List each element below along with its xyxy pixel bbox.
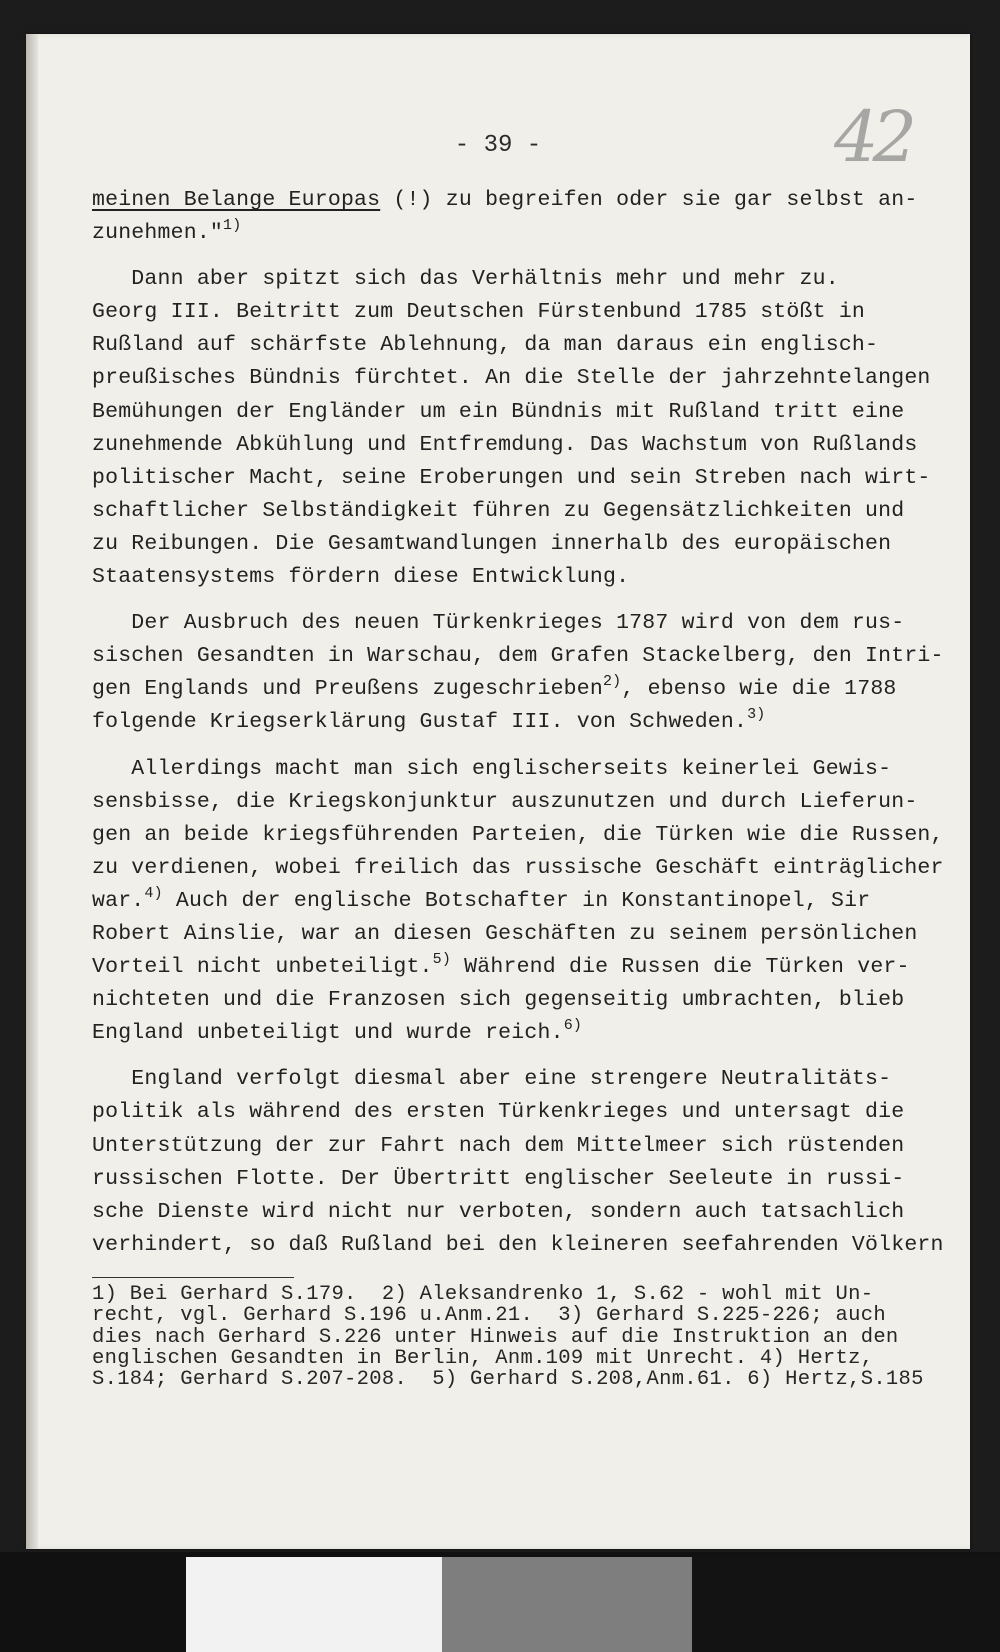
text-line	[92, 429, 968, 462]
text-line	[92, 918, 968, 951]
text-line	[92, 706, 968, 739]
text-line	[92, 786, 968, 819]
text-segment: zunehmen."	[92, 221, 224, 246]
text-line	[92, 329, 968, 362]
text-segment: Allerdings macht man sich englischerseits keinerlei Gewis-	[92, 756, 892, 781]
archive-handwritten-number: 42	[834, 96, 912, 178]
text-line	[92, 263, 968, 296]
footnote-line: englischen Gesandten in Berlin, Anm.109 mit Unrecht. 4) Hertz,	[92, 1346, 874, 1370]
text-line	[92, 951, 968, 984]
text-line	[92, 1130, 968, 1163]
text-line	[92, 607, 968, 640]
text-segment: zunehmende Abkühlung und Entfremdung. Das Wachstum von Rußlands	[92, 432, 918, 457]
text-segment: war.	[92, 888, 145, 913]
text-line	[92, 396, 968, 429]
text-segment: gen Englands und Preußens zugeschrieben	[92, 677, 603, 702]
text-line	[92, 753, 968, 786]
text-segment: sche Dienste wird nicht nur verboten, sondern auch tatsachlich	[92, 1199, 905, 1224]
text-line	[92, 819, 968, 852]
text-line	[92, 495, 968, 528]
footnote-reference: 2)	[602, 673, 622, 691]
footnote-line: recht, vgl. Gerhard S.196 u.Anm.21. 3) Gerhard S.225-226; auch	[92, 1304, 886, 1328]
paragraph-gap	[92, 1050, 968, 1063]
text-line	[92, 885, 968, 918]
text-line	[92, 217, 968, 250]
footnote-reference: 3)	[747, 706, 766, 724]
text-segment: zu Reibungen. Die Gesamtwandlungen innerhalb des europäischen	[92, 531, 892, 556]
text-segment: sensbisse, die Kriegskonjunktur auszunutzen und durch Lieferun-	[92, 789, 918, 814]
text-segment: Rußland auf schärfste Ablehnung, da man daraus ein englisch-	[92, 333, 879, 358]
text-segment: , ebenso wie die 1788	[621, 677, 897, 702]
text-segment: Georg III. Beitritt zum Deutschen Fürstenbund 1785 stößt in	[92, 300, 866, 325]
text-line	[92, 1096, 968, 1129]
text-line	[92, 1063, 968, 1096]
text-segment: russischen Flotte. Der Übertritt englischer Seeleute in russi-	[92, 1166, 905, 1191]
text-line	[92, 561, 968, 594]
text-segment: Während die Russen die Türken ver-	[451, 955, 910, 980]
text-segment: preußisches Bündnis fürchtet. An die Stelle der jahrzehntelangen	[92, 366, 931, 391]
footnote-line: dies nach Gerhard S.226 unter Hinweis auf die Instruktion an den	[92, 1325, 899, 1349]
text-line	[92, 640, 968, 673]
text-segment: England unbeteiligt und wurde reich.	[92, 1021, 564, 1046]
footnote-reference: 5)	[432, 951, 452, 969]
text-segment: verhindert, so daß Rußland bei den kleineren seefahrenden Völkern	[92, 1232, 944, 1257]
text-line	[92, 984, 968, 1017]
text-line	[92, 1163, 968, 1196]
footnote-reference: 4)	[144, 884, 163, 902]
text-segment: Dann aber spitzt sich das Verhältnis mehr und mehr zu.	[92, 267, 839, 292]
text-line	[92, 362, 968, 395]
text-segment: Der Ausbruch des neuen Türkenkrieges 1787 wird von dem rus-	[92, 611, 905, 636]
text-segment: (!) zu begreifen oder sie gar selbst an-	[380, 188, 918, 212]
calibration-patch-white	[186, 1557, 442, 1652]
text-segment: meinen Belange Europas	[92, 188, 381, 212]
footnote-divider	[92, 1277, 294, 1278]
text-segment: politik als während des ersten Türkenkrieges und untersagt die	[92, 1100, 905, 1125]
text-line	[92, 673, 968, 706]
text-segment: zu verdienen, wobei freilich das russische Geschäft einträglicher	[92, 855, 944, 880]
footnote-line: S.184; Gerhard S.207-208. 5) Gerhard S.208,Anm.61. 6) Hertz,S.185	[92, 1368, 924, 1392]
paragraph-gap	[92, 250, 968, 263]
calibration-patch-dark	[692, 1557, 1000, 1652]
text-line	[92, 1196, 968, 1229]
body-text	[92, 184, 968, 1262]
text-line	[92, 462, 968, 495]
page-number: - 39 -	[454, 132, 542, 159]
text-segment: schaftlicher Selbständigkeit führen zu Gegensätzlichkeiten und	[92, 498, 905, 523]
text-segment: gen an beide kriegsführenden Parteien, die Türken wie die Russen,	[92, 822, 944, 847]
calibration-patch-grey	[442, 1557, 692, 1652]
text-segment: Staatensystems fördern diese Entwicklung.	[92, 565, 630, 590]
text-segment: Unterstützung der zur Fahrt nach dem Mittelmeer sich rüstenden	[92, 1133, 905, 1158]
footnote-reference: 6)	[563, 1017, 583, 1035]
page-binding-edge	[26, 34, 38, 1549]
footnote-reference: 1)	[223, 217, 242, 235]
document-page	[26, 34, 970, 1549]
text-line	[92, 852, 968, 885]
text-segment: Bemühungen der Engländer um ein Bündnis mit Rußland tritt eine	[92, 399, 905, 424]
text-line	[92, 184, 968, 217]
text-segment: nichteten und die Franzosen sich gegenseitig umbrachten, blieb	[92, 988, 905, 1013]
text-line	[92, 296, 968, 329]
text-line	[92, 1229, 968, 1262]
text-line	[92, 1017, 968, 1050]
text-line	[92, 528, 968, 561]
paragraph-gap	[92, 594, 968, 607]
text-segment: sischen Gesandten in Warschau, dem Grafen Stackelberg, den Intri-	[92, 644, 944, 669]
text-segment: Auch der englische Botschafter in Konstantinopel, Sir	[162, 888, 871, 913]
text-segment: politischer Macht, seine Eroberungen und sein Streben nach wirt-	[92, 465, 931, 490]
footnote-line: 1) Bei Gerhard S.179. 2) Aleksandrenko 1, S.62 - wohl mit Un-	[92, 1283, 874, 1306]
text-segment: Robert Ainslie, war an diesen Geschäften zu seinem persönlichen	[92, 921, 918, 946]
paragraph-gap	[92, 740, 968, 753]
text-segment: Vorteil nicht unbeteiligt.	[92, 955, 433, 980]
text-segment: England verfolgt diesmal aber eine strengere Neutralitäts-	[92, 1067, 892, 1092]
text-segment: folgende Kriegserklärung Gustaf III. von Schweden.	[92, 710, 748, 735]
footnotes	[92, 1284, 968, 1390]
